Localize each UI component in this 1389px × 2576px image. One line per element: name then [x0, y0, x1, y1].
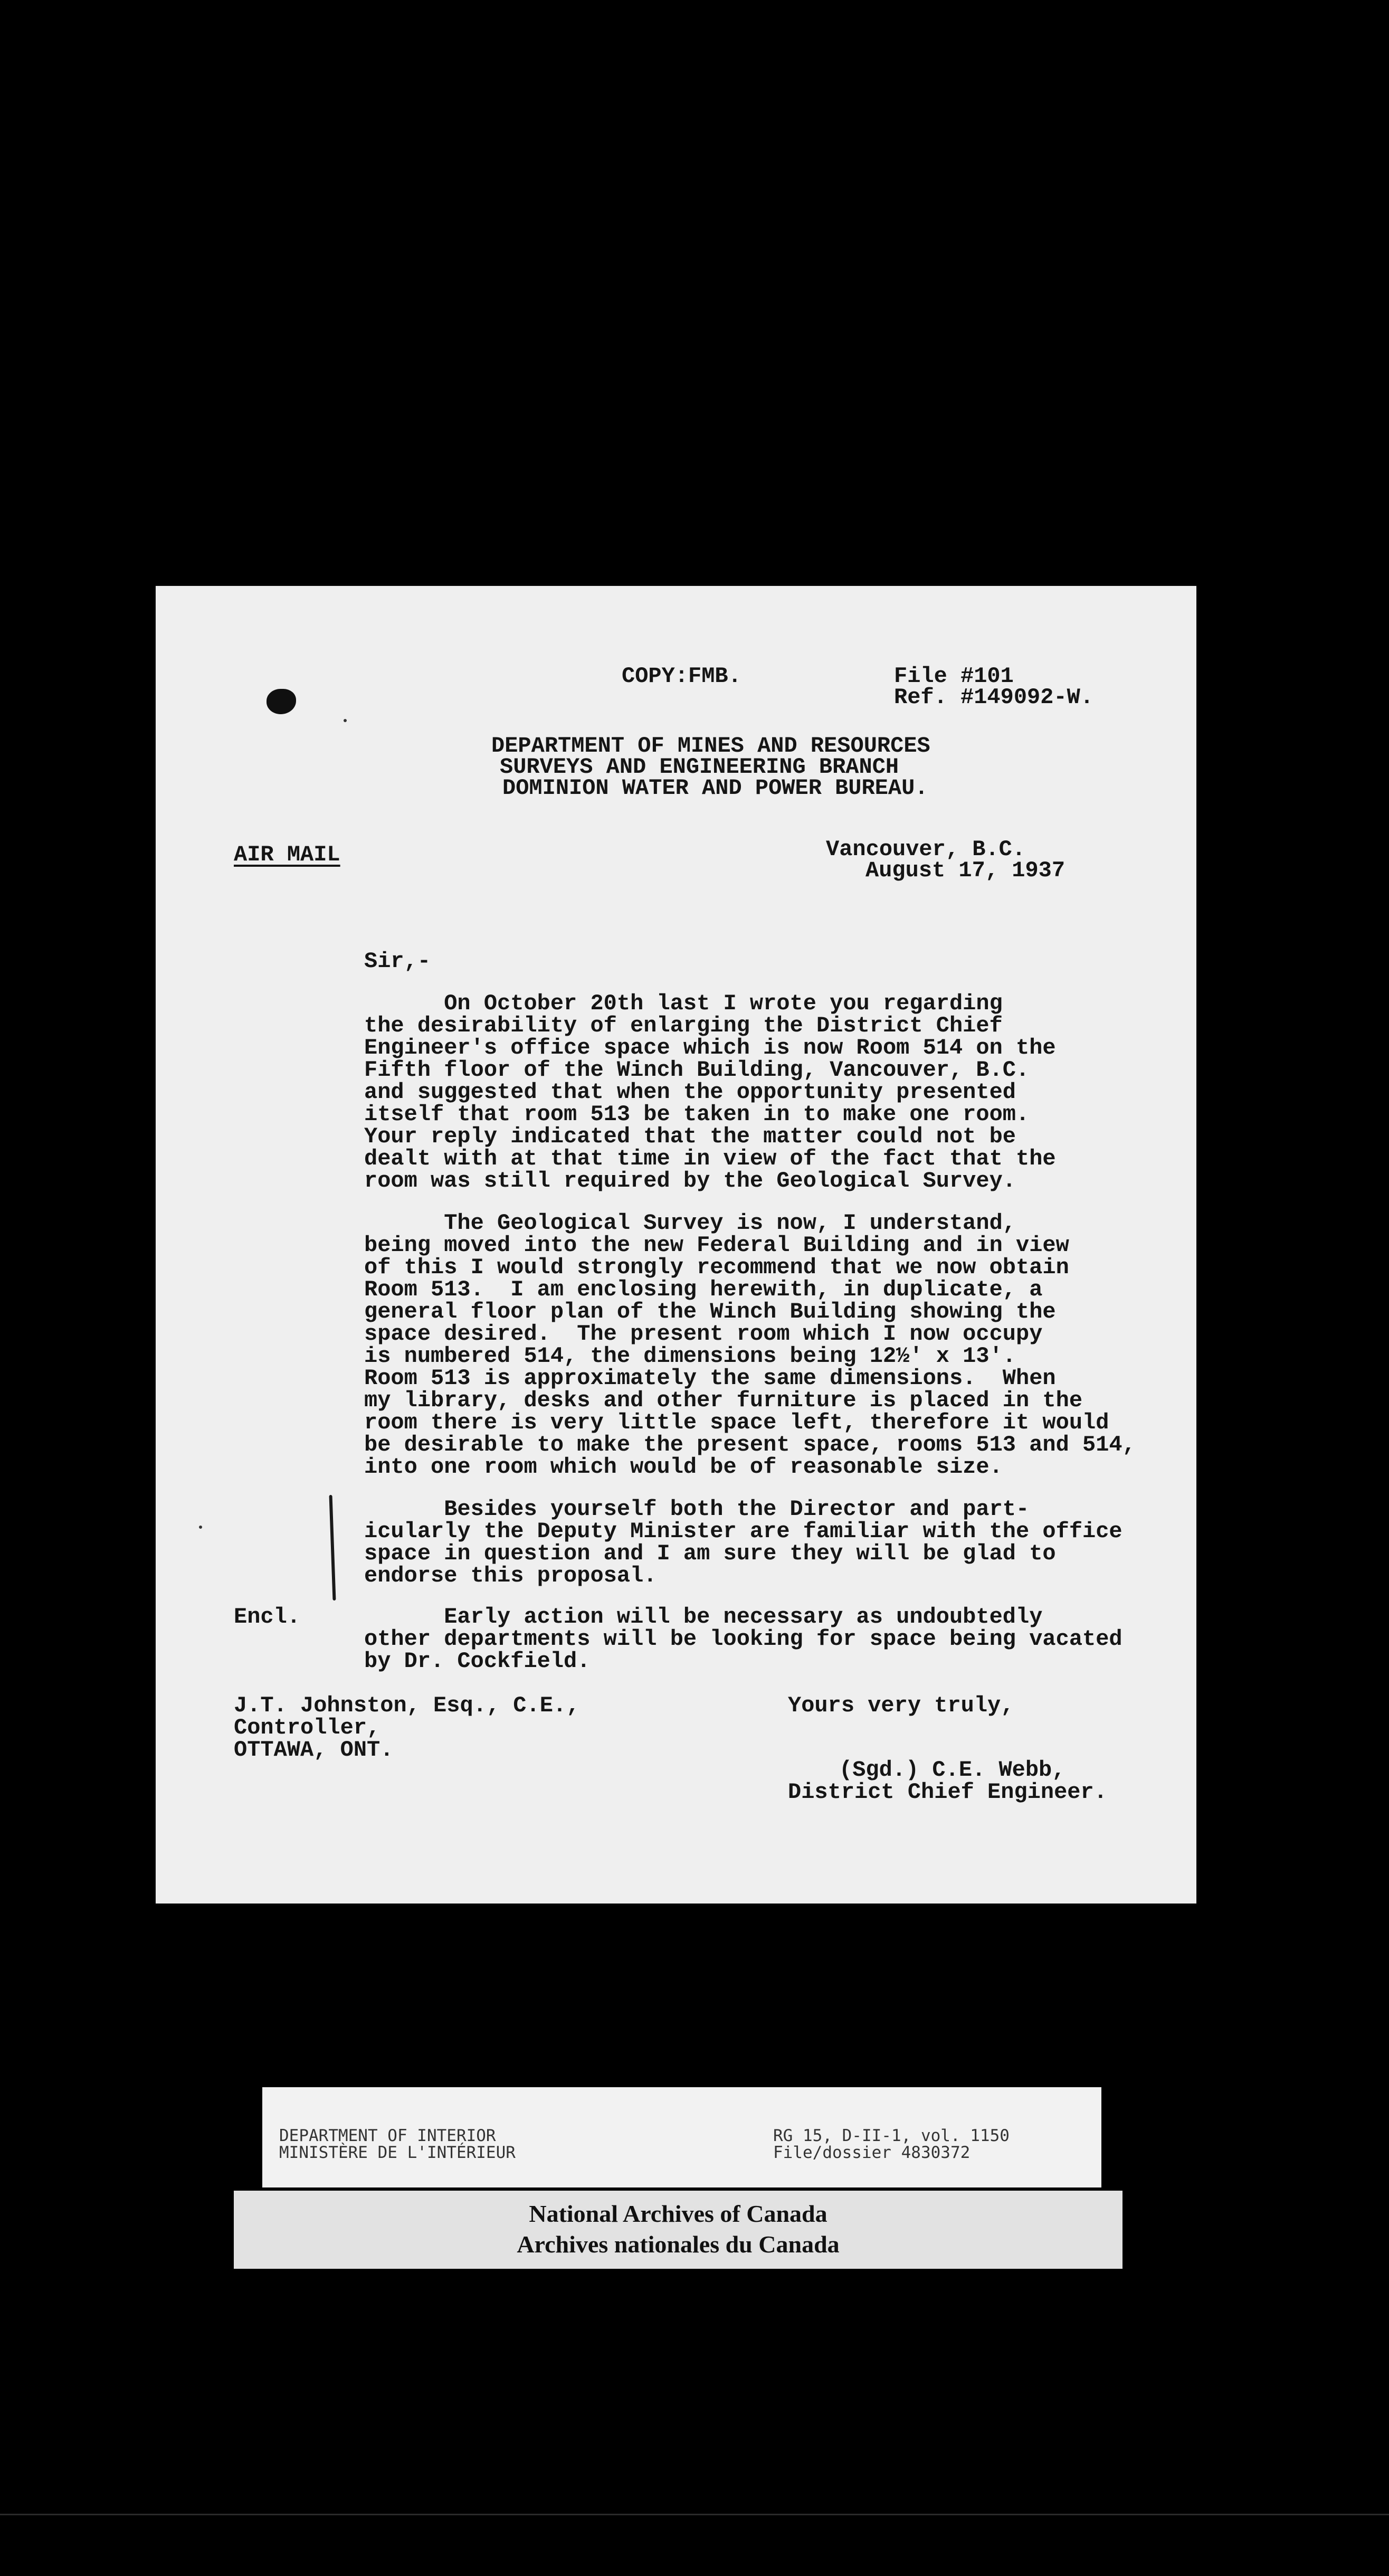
date: August 17, 1937 [865, 858, 1065, 883]
text-line: The Geological Survey is now, I understand, [364, 1210, 1016, 1236]
text-line: general floor plan of the Winch Building showing the [364, 1299, 1056, 1324]
text-line: itself that room 513 be taken in to make one room. [364, 1102, 1030, 1127]
text-line: and suggested that when the opportunity presented [364, 1079, 1016, 1105]
record-group-reference: RG 15, D-II-1, vol. 1150 [773, 2126, 1010, 2145]
file-dossier-number: File/dossier 4830372 [773, 2143, 971, 2162]
text-line: into one room which would be of reasonable size. [364, 1454, 1003, 1480]
text-line: room was still required by the Geological Survey. [364, 1168, 1016, 1194]
text-line: Fifth floor of the Winch Building, Vancouver, B.C. [364, 1057, 1030, 1083]
closing: Yours very truly, [788, 1693, 1014, 1718]
text-line: be desirable to make the present space, rooms 513 and 514, [364, 1432, 1136, 1457]
text-line: Your reply indicated that the matter could not be [364, 1124, 1016, 1149]
text-line: dealt with at that time in view of the fact that the [364, 1146, 1056, 1171]
salutation: Sir,- [364, 949, 431, 974]
national-archives-banner [234, 2191, 1122, 2269]
text-line: icularly the Deputy Minister are familiar with the office [364, 1519, 1122, 1544]
text-line: by Dr. Cockfield. [364, 1649, 591, 1674]
archive-reference-label [262, 2087, 1101, 2187]
addressee-line: OTTAWA, ONT. [234, 1737, 394, 1763]
scan-edge-line [0, 2514, 1389, 2515]
department-english: DEPARTMENT OF INTERIOR [279, 2126, 496, 2145]
air-mail-label: AIR MAIL [234, 842, 340, 867]
text-line: Engineer's office space which is now Room 514 on the [364, 1035, 1056, 1060]
ink-dot [344, 719, 347, 722]
department-french: MINISTÈRE DE L'INTÉRIEUR [279, 2143, 516, 2162]
text-line: is numbered 514, the dimensions being 12½' x 13'. [364, 1343, 1016, 1369]
text-line: Early action will be necessary as undoubtedly [364, 1604, 1043, 1630]
text-line: On October 20th last I wrote you regarding [364, 991, 1003, 1016]
text-line: Room 513. I am enclosing herewith, in duplicate, a [364, 1277, 1043, 1302]
signature: (Sgd.) C.E. Webb, [839, 1757, 1065, 1783]
text-line: other departments will be looking for space being vacated [364, 1626, 1122, 1652]
text-line: room there is very little space left, therefore it would [364, 1410, 1109, 1435]
ink-dot [199, 1526, 202, 1529]
heading-line-3: DOMINION WATER AND POWER BUREAU. [502, 775, 928, 801]
text-line: space desired. The present room which I now occupy [364, 1321, 1043, 1347]
addressee-line: Controller, [234, 1715, 380, 1740]
text-line: space in question and I am sure they will be glad to [364, 1541, 1056, 1566]
text-line: being moved into the new Federal Building and in view [364, 1233, 1069, 1258]
file-number: File #101 [894, 664, 1014, 689]
place: Vancouver, B.C. [826, 837, 1026, 862]
letter-page [156, 586, 1196, 1903]
text-line: Besides yourself both the Director and part- [364, 1497, 1030, 1522]
margin-pencil-mark [329, 1495, 336, 1600]
text-line: Room 513 is approximately the same dimensions. When [364, 1366, 1056, 1391]
archives-name-french: Archives nationales du Canada [517, 2231, 840, 2258]
text-line: the desirability of enlarging the District Chief [364, 1013, 1003, 1038]
text-line: endorse this proposal. [364, 1563, 657, 1588]
archives-name-english: National Archives of Canada [529, 2200, 827, 2227]
text-line: of this I would strongly recommend that we now obtain [364, 1255, 1069, 1280]
ink-blot [267, 689, 296, 714]
signature-title: District Chief Engineer. [788, 1779, 1107, 1805]
heading-line-2: SURVEYS AND ENGINEERING BRANCH [500, 754, 899, 780]
text-line: my library, desks and other furniture is placed in the [364, 1388, 1083, 1413]
addressee-line: J.T. Johnston, Esq., C.E., [234, 1693, 580, 1718]
heading-line-1: DEPARTMENT OF MINES AND RESOURCES [491, 733, 930, 759]
reference-number: Ref. #149092-W. [894, 685, 1094, 710]
enclosure-note: Encl. [234, 1604, 301, 1630]
copy-line: COPY:FMB. [622, 664, 741, 689]
